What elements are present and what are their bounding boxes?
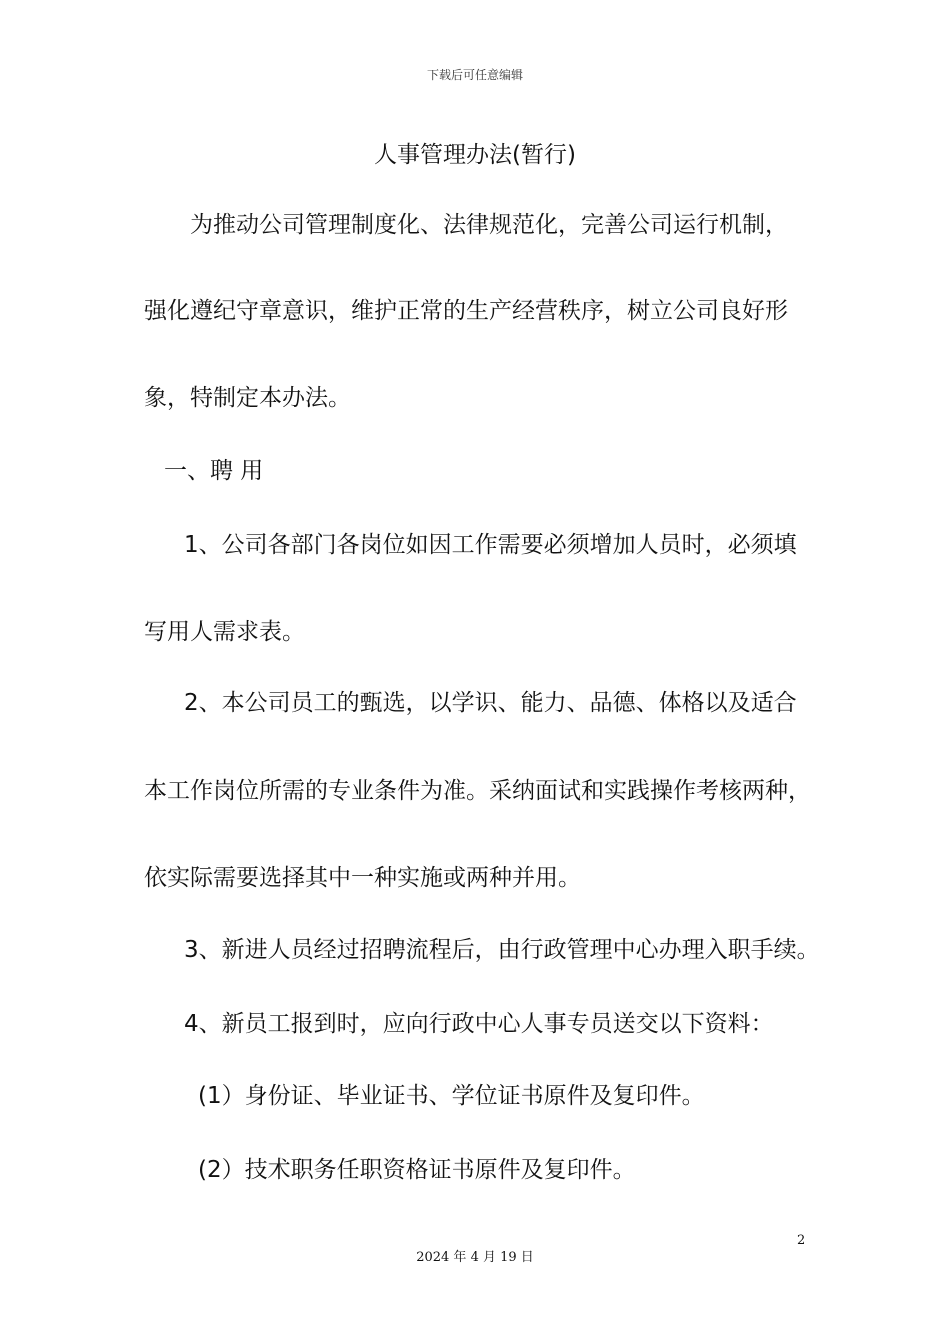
paragraph-line: 强化遵纪守章意识，维护正常的生产经营秩序，树立公司良好形: [144, 298, 788, 324]
paragraph-line: 为推动公司管理制度化、法律规范化，完善公司运行机制，: [190, 212, 788, 238]
list-item: (1）身份证、毕业证书、学位证书原件及复印件。: [198, 1083, 705, 1109]
paragraph-line: 象，特制定本办法。: [144, 385, 351, 411]
paragraph-line: 3、新进人员经过招聘流程后，由行政管理中心办理入职手续。: [184, 937, 820, 963]
page-header: 下载后可任意编辑: [426, 68, 523, 82]
page-footer-date: 2024 年 4 月 19 日: [416, 1250, 534, 1265]
document-title: 人事管理办法(暂行): [374, 142, 576, 168]
paragraph-line: 1、公司各部门各岗位如因工作需要必须增加人员时，必须填: [184, 532, 797, 558]
paragraph-line: 依实际需要选择其中一种实施或两种并用。: [144, 865, 581, 891]
paragraph-line: 4、新员工报到时，应向行政中心人事专员送交以下资料：: [184, 1011, 774, 1037]
paragraph-line: 写用人需求表。: [144, 619, 305, 645]
list-item: (2）技术职务任职资格证书原件及复印件。: [198, 1157, 636, 1183]
paragraph-line: 本工作岗位所需的专业条件为准。采纳面试和实践操作考核两种，: [144, 778, 811, 804]
section-heading: 一、聘 用: [164, 458, 264, 484]
paragraph-line: 2、本公司员工的甄选，以学识、能力、品德、体格以及适合: [184, 690, 797, 716]
page-number: 2: [797, 1233, 806, 1248]
